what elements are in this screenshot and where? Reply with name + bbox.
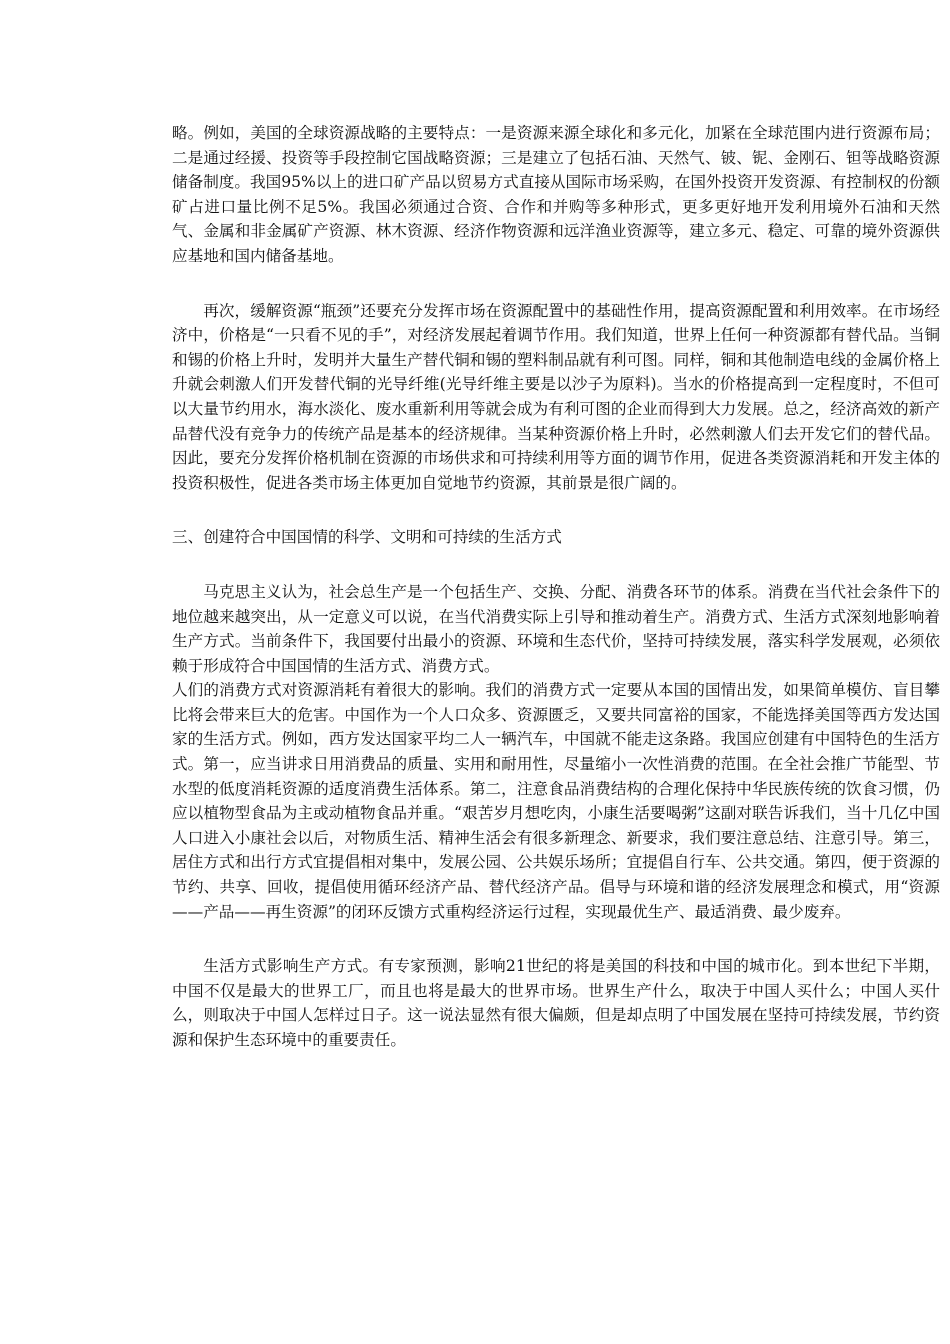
paragraph-lifestyle-production: 生活方式影响生产方式。有专家预测，影响21世纪的将是美国的科技和中国的城市化。到本世纪下半期，中国不仅是最大的世界工厂，而且也将是最大的世界市场。世界生产什么，取决于中国人买什么；中国人买什么，则取决于中国人怎样过日子。这一说法显然有很大偏颇，但是却点明了中国发展在坚持可持续发展，节约资源和保护生态环境中的重要责任。 (172, 957, 940, 1049)
paragraph-resource-strategy: 略。例如，美国的全球资源战略的主要特点：一是资源来源全球化和多元化，加紧在全球范围内进行资源布局；二是通过经援、投资等手段控制它国战略资源；三是建立了包括石油、天然气、铍、铌、金刚石、钽等战略资源储备制度。我国95%以上的进口矿产品以贸易方式直接从国际市场采购，在国外投资开发资源、有控制权的份额矿占进口量比例不足5%。我国必须通过合资、合作和并购等多种形式，更多更好地开发利用境外石油和天然气、金属和非金属矿产资源、林木资源、经济作物资源和远洋渔业资源等，建立多元、稳定、可靠的境外资源供应基地和国内储备基地。 (172, 124, 940, 265)
paragraph-marxism-consumption: 马克思主义认为，社会总生产是一个包括生产、交换、分配、消费各环节的体系。消费在当代社会条件下的地位越来越突出，从一定意义可以说，在当代消费实际上引导和推动着生产。消费方式、生活方式深刻地影响着生产方式。当前条件下，我国要付出最小的资源、环境和生态代价，坚持可持续发展，落实科学发展观，必须依赖于形成符合中国国情的生活方式、消费方式。 (172, 582, 940, 675)
paragraph-consumption-patterns: 人们的消费方式对资源消耗有着很大的影响。我们的消费方式一定要从本国的国情出发，如果简单模仿、盲目攀比将会带来巨大的危害。中国作为一个人口众多、资源匮乏，又要共同富裕的国家，不能选择美国等西方发达国家的生活方式。例如，西方发达国家平均二人一辆汽车，中国就不能走这条路。我国应创建有中国特色的生活方式。第一，应当讲求日用消费品的质量、实用和耐用性，尽量缩小一次性消费的范围。在全社会推广节能型、节水型的低度消耗资源的适度消费生活体系。第二，注意食品消费结构的合理化保持中华民族传统的饮食习惯，仍应以植物型食品为主或动植物食品并重。“艰苦岁月想吃肉，小康生活要喝粥”这副对联告诉我们，当十几亿中国人口进入小康社会以后，对物质生活、精神生活会有很多新理念、新要求，我们要注意总结、注意引导。第三，居住方式和出行方式宜提倡相对集中，发展公园、公共娱乐场所；宜提倡自行车、公共交通。第四，便于资源的节约、共享、回收，提倡使用循环经济产品、替代经济产品。倡导与环境和谐的经济发展理念和模式，用“资源——产品——再生资源”的闭环反馈方式重构经济运行过程，实现最优生产、最适消费、最少废弃。 (172, 681, 940, 921)
section-heading: 三、创建符合中国国情的科学、文明和可持续的生活方式 (172, 528, 562, 547)
paragraph-gap (172, 550, 940, 580)
paragraph-gap (172, 495, 940, 525)
paragraph-gap (172, 924, 940, 954)
paragraph-market-mechanism: 再次，缓解资源“瓶颈”还要充分发挥市场在资源配置中的基础性作用，提高资源配置和利用效率。在市场经济中，价格是“一只看不见的手”，对经济发展起着调节作用。我们知道，世界上任何一种资源都有替代品。当铜和锡的价格上升时，发明并大量生产替代铜和锡的塑料制品就有利可图。同样，铜和其他制造电线的金属价格上升就会刺激人们开发替代铜的光导纤维(光导纤维主要是以沙子为原料)。当水的价格提高到一定程度时，不但可以大量节约用水，海水淡化、废水重新利用等就会成为有利可图的企业而得到大力发展。总之，经济高效的新产品替代没有竞争力的传统产品是基本的经济规律。当某种资源价格上升时，必然刺激人们去开发它们的替代品。因此，要充分发挥价格机制在资源的市场供求和可持续利用等方面的调节作用，促进各类资源消耗和开发主体的投资积极性，促进各类市场主体更加自觉地节约资源，其前景是很广阔的。 (172, 301, 940, 492)
document-page (172, 121, 940, 1053)
paragraph-gap (172, 269, 940, 299)
